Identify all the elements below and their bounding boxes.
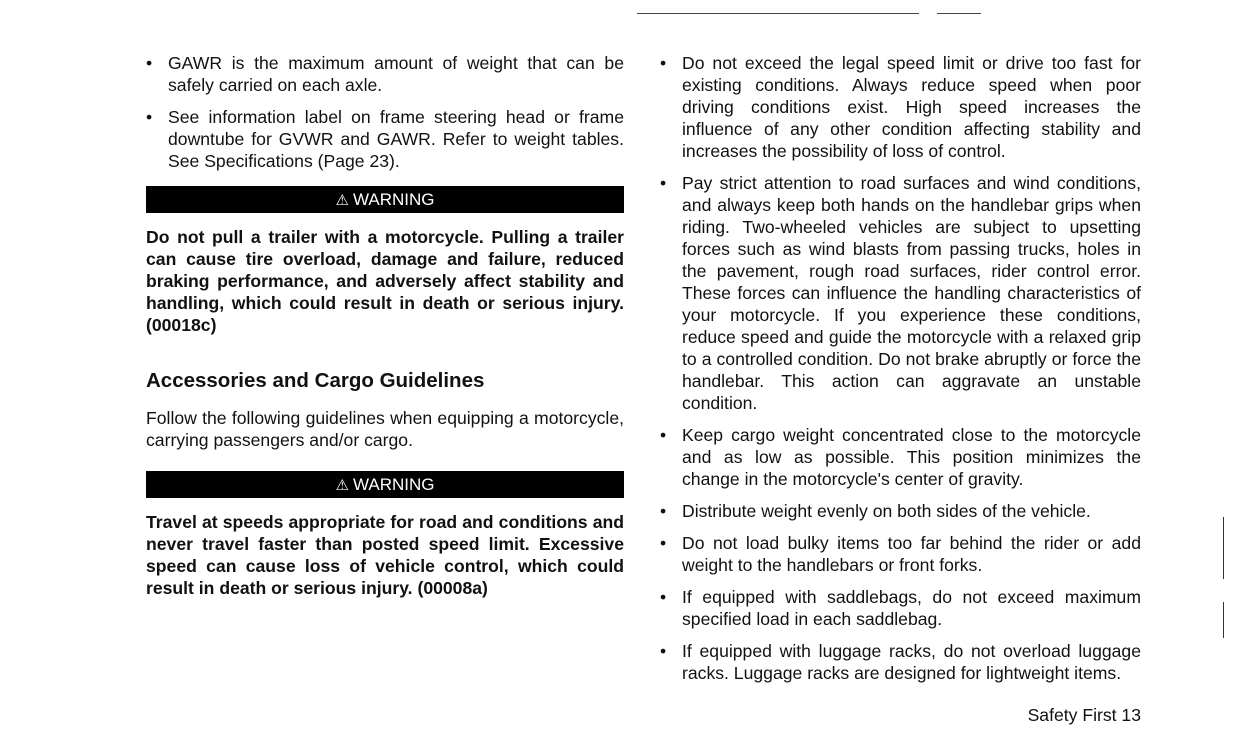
list-item: • If equipped with luggage racks, do not overload luggage racks. Luggage racks are designed for lightweight items. — [660, 641, 1141, 683]
bullet-icon: • — [660, 501, 667, 521]
list-item: • If equipped with saddlebags, do not exceed maximum specified load in each saddlebag. — [660, 587, 1141, 629]
warning-icon: ⚠ — [335, 477, 349, 494]
list-item: • See information label on frame steering head or frame downtube for GVWR and GAWR. Refer to weight tables. See Specifications (Page 23). — [146, 107, 624, 171]
list-item: • Do not exceed the legal speed limit or drive too fast for existing conditions. Always reduce speed when poor driving conditions exist. High speed increases the influence of any other condition affecting stability and increases the possibility of loss of control. — [660, 53, 1141, 161]
warning-banner — [146, 186, 624, 213]
warning-banner — [146, 471, 624, 498]
margin-mark — [1223, 517, 1224, 579]
bullet-icon: • — [660, 587, 667, 607]
warning-text: Do not pull a trailer with a motorcycle. Pulling a trailer can cause tire overload, damage and failure, reduced braking performance, and adversely affect stability and handling, which could result in death or serious injury. (00018c) — [146, 227, 624, 335]
list-item: • Keep cargo weight concentrated close to the motorcycle and as low as possible. This position minimizes the change in the motorcycle's center of gravity. — [660, 425, 1141, 489]
header-rule-short — [937, 13, 981, 14]
left-bullet-list — [146, 52, 624, 172]
bullet-icon: • — [660, 533, 667, 553]
bullet-icon: • — [660, 173, 667, 193]
left-column — [146, 52, 624, 599]
header-rule — [637, 13, 919, 14]
page-footer: Safety First 13 — [1027, 705, 1141, 725]
warning-label: WARNING — [352, 475, 435, 494]
bullet-icon: • — [660, 53, 667, 73]
warning-text: Travel at speeds appropriate for road and conditions and never travel faster than posted speed limit. Excessive speed can cause loss of vehicle control, which could result in death or serious injury. (00008a) — [146, 512, 624, 598]
list-item: • Distribute weight evenly on both sides of the vehicle. — [660, 501, 1091, 521]
section-heading: Accessories and Cargo Guidelines — [146, 369, 485, 392]
list-item: • GAWR is the maximum amount of weight that can be safely carried on each axle. — [146, 53, 624, 95]
bullet-icon: • — [660, 425, 667, 445]
warning-icon: ⚠ — [335, 192, 349, 209]
bullet-icon: • — [146, 107, 153, 127]
bullet-icon: • — [146, 53, 153, 73]
bullet-icon: • — [660, 641, 667, 661]
warning-label: WARNING — [352, 190, 435, 209]
right-column — [660, 52, 1141, 694]
list-item: • Do not load bulky items too far behind the rider or add weight to the handlebars or front forks. — [660, 533, 1141, 575]
margin-mark — [1223, 602, 1224, 638]
section-intro: Follow the following guidelines when equipping a motorcycle, carrying passengers and/or cargo. — [146, 408, 624, 450]
list-item: • Pay strict attention to road surfaces and wind conditions, and always keep both hands on the handlebar grips when riding. Two-wheeled vehicles are subject to upsetting forces such as wind blasts from passing trucks, holes in the pavement, rough road surfaces, rider control error. These forces can influence the handling characteristics of your motorcycle. If you experience these conditions, reduce speed and guide the motorcycle with a relaxed grip to a controlled condition. Do not brake abruptly or force the handlebar. This action can aggravate an unstable condition. — [660, 173, 1141, 413]
right-bullet-list — [660, 52, 1141, 684]
